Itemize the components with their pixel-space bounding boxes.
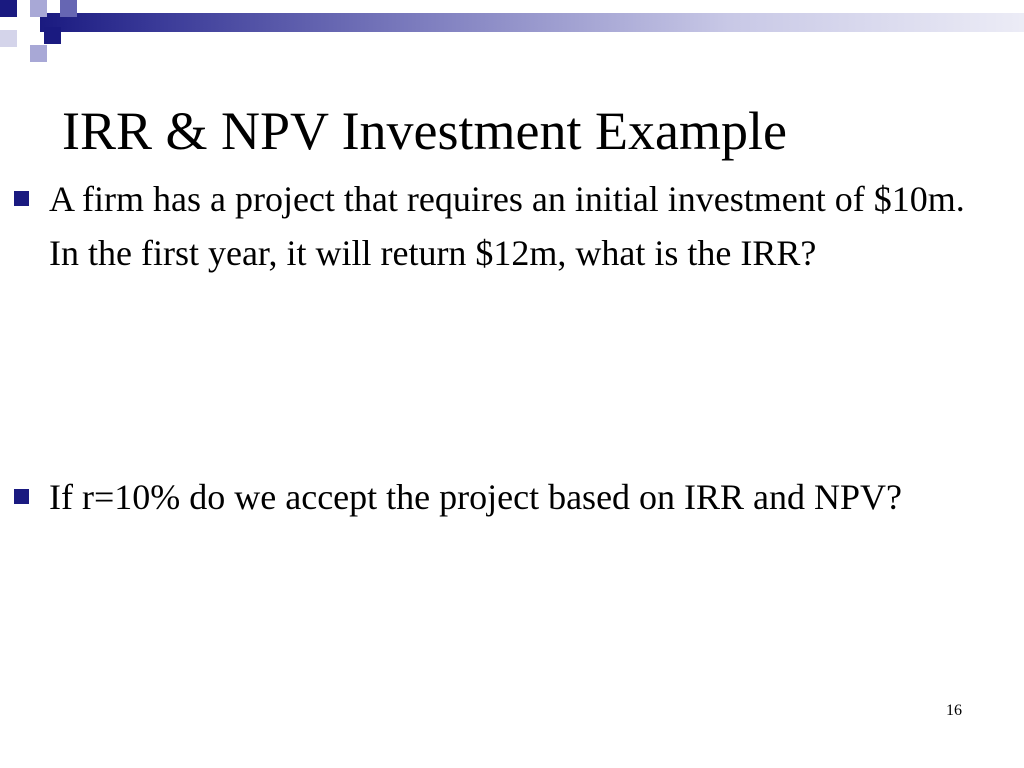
bullet-text: A firm has a project that requires an initial investment of $10m. In the first year, it will return $12m, what is the IRR? (49, 179, 965, 273)
bullet-square-icon (14, 191, 29, 206)
header-gradient-bar (40, 13, 1024, 32)
decorative-square (60, 0, 77, 17)
bullet-item (14, 172, 974, 280)
bullet-text: If r=10% do we accept the project based on IRR and NPV? (49, 477, 903, 517)
slide-title: IRR & NPV Investment Example (62, 101, 787, 161)
decorative-square (44, 27, 61, 44)
decorative-square (30, 45, 47, 62)
bullet-square-icon (14, 489, 29, 504)
bullet-item (14, 470, 974, 524)
decorative-square (0, 0, 17, 17)
decorative-square (30, 0, 47, 17)
page-number: 16 (946, 702, 962, 719)
decorative-square (0, 30, 17, 47)
